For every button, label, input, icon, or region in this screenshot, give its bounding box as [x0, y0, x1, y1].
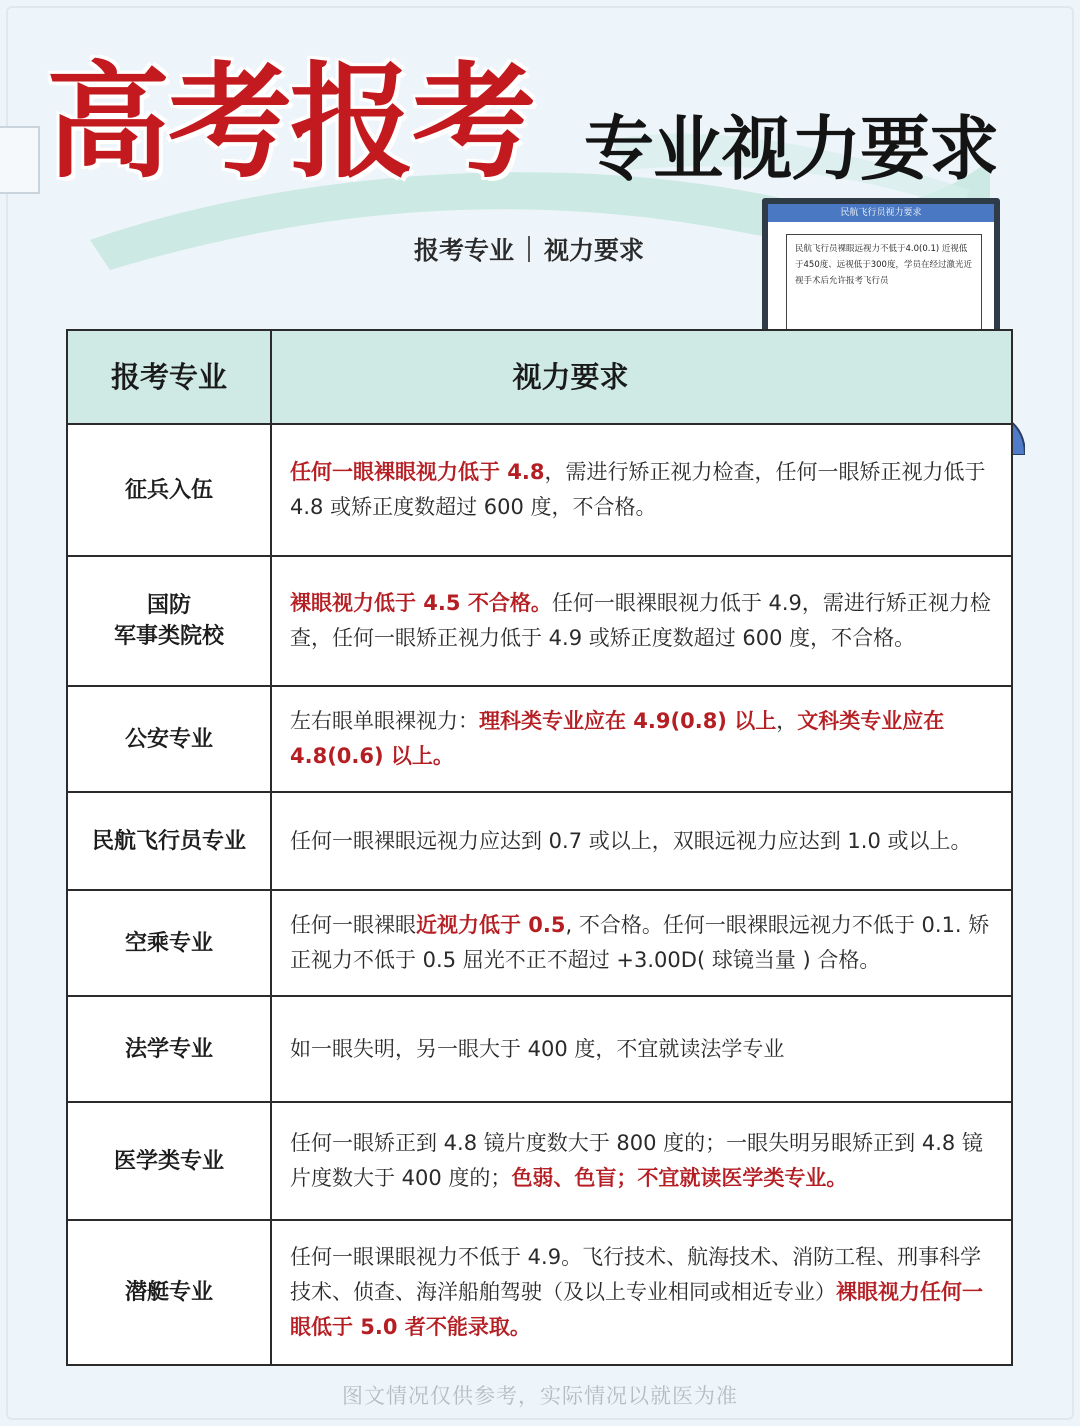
requirement-text: ， — [776, 709, 798, 733]
requirement-text: 如一眼失明，另一眼大于 400 度，不宜就读法学专业 — [290, 1036, 785, 1061]
row-major-line2: 军事类院校 — [113, 624, 224, 649]
table-row — [68, 891, 1011, 997]
monitor-text: 民航飞行员裸眼远视力不低于4.0(0.1) 近视低于450度、远视低于300度，学员在经过激光近视手术后允许报考飞行员 — [786, 234, 982, 334]
page-title: 高考报考 — [46, 50, 535, 195]
subtitle-divider — [528, 236, 530, 262]
row-major: 医学类专业 — [68, 1103, 272, 1219]
table-row — [68, 1221, 1011, 1364]
row-major: 空乘专业 — [68, 891, 272, 995]
requirement-highlight: 理科类专业应在 4.9(0.8) 以上 — [479, 709, 777, 733]
row-major: 潜艇专业 — [68, 1221, 272, 1364]
subtitle — [414, 226, 644, 272]
header-major: 报考专业 — [68, 331, 272, 423]
subtitle-left: 报考专业 — [414, 236, 515, 265]
table-row — [68, 425, 1011, 557]
requirement-text: , 不合格。任何一眼裸眼远视力不低于 0.1. 矫正视力不低于 0.5 屈光不正不超过 +3.00D( 球镜当量 ) 合格。 — [290, 913, 990, 972]
requirement-text: 左右眼单眼裸视力： — [290, 709, 479, 733]
row-major: 公安专业 — [68, 687, 272, 791]
requirement-highlight: 裸眼视力任何一眼低于 5.0 者不能录取。 — [290, 1280, 983, 1339]
footer-disclaimer: 图文情况仅供参考，实际情况以就医为准 — [342, 1384, 738, 1408]
row-requirement — [272, 1221, 1011, 1364]
requirement-highlight: 裸眼视力低于 4.5 不合格。 — [290, 591, 552, 615]
requirement-text: 任何一眼裸眼视力低于 4.9，需进行矫正视力检查，任何一眼矫正视力低于 4.9 或矫正度数超过 600 度，不合格。 — [290, 591, 991, 650]
monitor-illustration — [762, 198, 1000, 348]
table-row — [68, 687, 1011, 793]
requirement-text: 任何一眼课眼视力不低于 4.9。飞行技术、航海技术、消防工程、刑事科学技术、侦查、海洋船舶驾驶（及以上专业相同或相近专业） — [290, 1245, 982, 1304]
requirements-table — [66, 329, 1013, 1366]
requirement-highlight: 近视力低于 0.5 — [416, 913, 566, 937]
requirement-highlight: 文科类专业应在 4.8(0.6) 以上。 — [290, 709, 945, 768]
row-major: 民航飞行员专业 — [68, 793, 272, 889]
requirement-text: 任何一眼裸眼远视力应达到 0.7 或以上，双眼远视力应达到 1.0 或以上。 — [290, 828, 972, 853]
table-row — [68, 1103, 1011, 1221]
row-requirement — [272, 793, 1011, 889]
row-requirement — [272, 557, 1011, 685]
requirement-highlight: 任何一眼裸眼视力低于 4.8 — [290, 460, 545, 484]
table-row — [68, 557, 1011, 687]
row-requirement — [272, 425, 1011, 555]
requirement-text: 任何一眼裸眼 — [290, 913, 416, 937]
table-header-row — [68, 331, 1011, 425]
requirement-text: 任何一眼矫正到 4.8 镜片度数大于 800 度的；一眼失明另眼矫正到 4.8 镜片度数大于 400 度的； — [290, 1131, 983, 1190]
header-requirement: 视力要求 — [512, 359, 629, 394]
row-major — [68, 557, 272, 685]
left-tab-decoration — [0, 126, 40, 194]
row-requirement — [272, 997, 1011, 1101]
table-row — [68, 997, 1011, 1103]
row-major-line1: 国防 — [146, 593, 191, 618]
page-subtitle-heading: 专业视力要求 — [584, 107, 998, 190]
requirement-text: ，需进行矫正视力检查，任何一眼矫正视力低于 4.8 或矫正度数超过 600 度，不合格。 — [290, 460, 986, 519]
row-requirement — [272, 687, 1011, 791]
row-major: 法学专业 — [68, 997, 272, 1101]
row-requirement — [272, 1103, 1011, 1219]
row-requirement — [272, 891, 1011, 995]
monitor-title: 民航飞行员视力要求 — [768, 204, 994, 222]
subtitle-right: 视力要求 — [544, 236, 645, 265]
requirement-highlight: 色弱、色盲；不宜就读医学类专业。 — [511, 1166, 848, 1190]
row-major: 征兵入伍 — [68, 425, 272, 555]
table-row — [68, 793, 1011, 891]
